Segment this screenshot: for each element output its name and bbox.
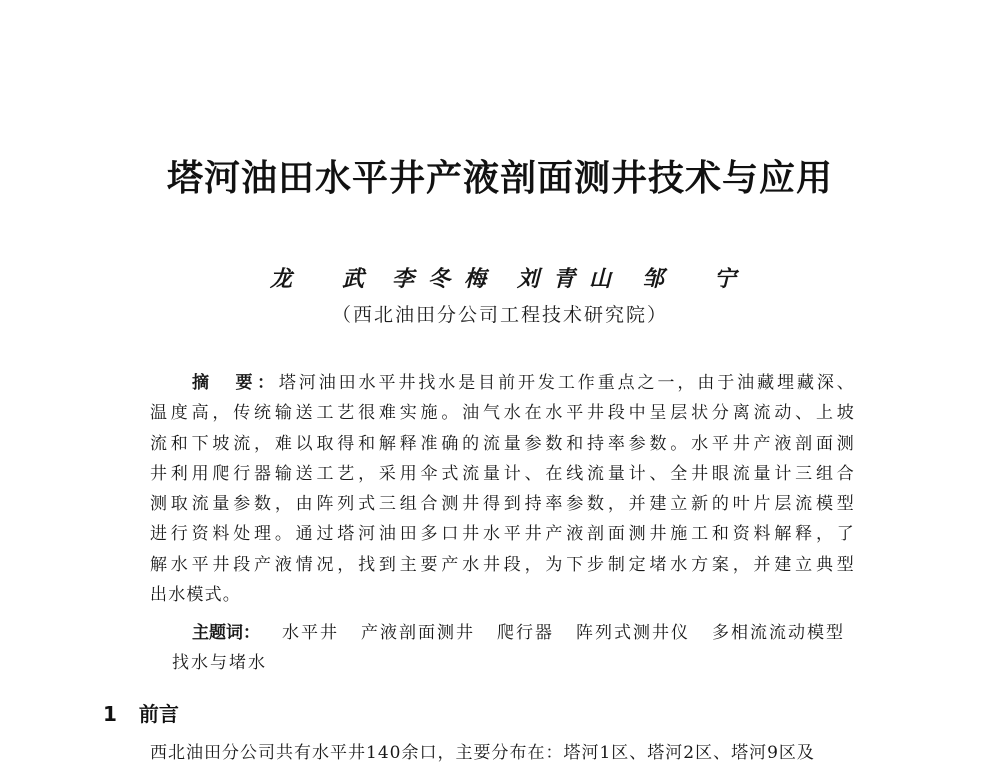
abstract-line: 流和下坡流，难以取得和解释准确的流量参数和持率参数。水平井产液剖面测 — [150, 433, 855, 454]
abstract-line: 摘 要：塔河油田水平井找水是目前开发工作重点之一，由于油藏埋藏深、 — [192, 373, 855, 393]
keywords — [172, 618, 862, 678]
keyword: 阵列式测井仪 — [576, 623, 690, 643]
author-2: 李冬梅 — [392, 266, 501, 292]
abstract-line: 测取流量参数，由阵列式三组合测井得到持率参数，并建立新的叶片层流模型 — [150, 494, 855, 515]
affiliation: （西北油田分公司工程技术研究院） — [331, 304, 668, 326]
abstract-line: 出水模式。 — [150, 585, 241, 606]
section-title: 前言 — [138, 702, 179, 726]
body-paragraph: 西北油田分公司共有水平井140余口，主要分布在：塔河1区、塔河2区、塔河9区及 — [150, 743, 815, 763]
keywords-label: 主题词： — [192, 623, 260, 643]
author-list — [270, 262, 751, 296]
abstract-line: 解水平井段产液情况，找到主要产水井段，为下步制定堵水方案，并建立典型 — [150, 554, 855, 575]
author-4: 邹 宁 — [642, 266, 751, 292]
section-heading — [103, 698, 179, 727]
author-1: 龙 武 — [270, 266, 379, 292]
keyword: 多相流流动模型 — [712, 623, 845, 643]
keyword: 产液剖面测井 — [361, 623, 475, 643]
paper-title: 塔河油田水平井产液剖面测井技术与应用 — [166, 158, 833, 199]
author-3: 刘青山 — [517, 266, 626, 292]
keyword: 爬行器 — [497, 623, 554, 643]
abstract-line: 进行资料处理。通过塔河油田多口井水平井产液剖面测井施工和资料解释，了 — [150, 524, 855, 545]
keyword: 找水与堵水 — [172, 653, 267, 673]
abstract-label: 摘 要： — [192, 373, 279, 393]
keywords-row — [172, 648, 862, 678]
abstract-line: 温度高，传统输送工艺很难实施。油气水在水平井段中呈层状分离流动、上坡 — [150, 403, 855, 424]
keywords-row — [192, 618, 862, 648]
abstract-line: 井利用爬行器输送工艺，采用伞式流量计、在线流量计、全井眼流量计三组合 — [150, 463, 855, 484]
section-number: 1 — [103, 702, 117, 726]
abstract — [150, 368, 855, 610]
keyword: 水平井 — [282, 623, 339, 643]
